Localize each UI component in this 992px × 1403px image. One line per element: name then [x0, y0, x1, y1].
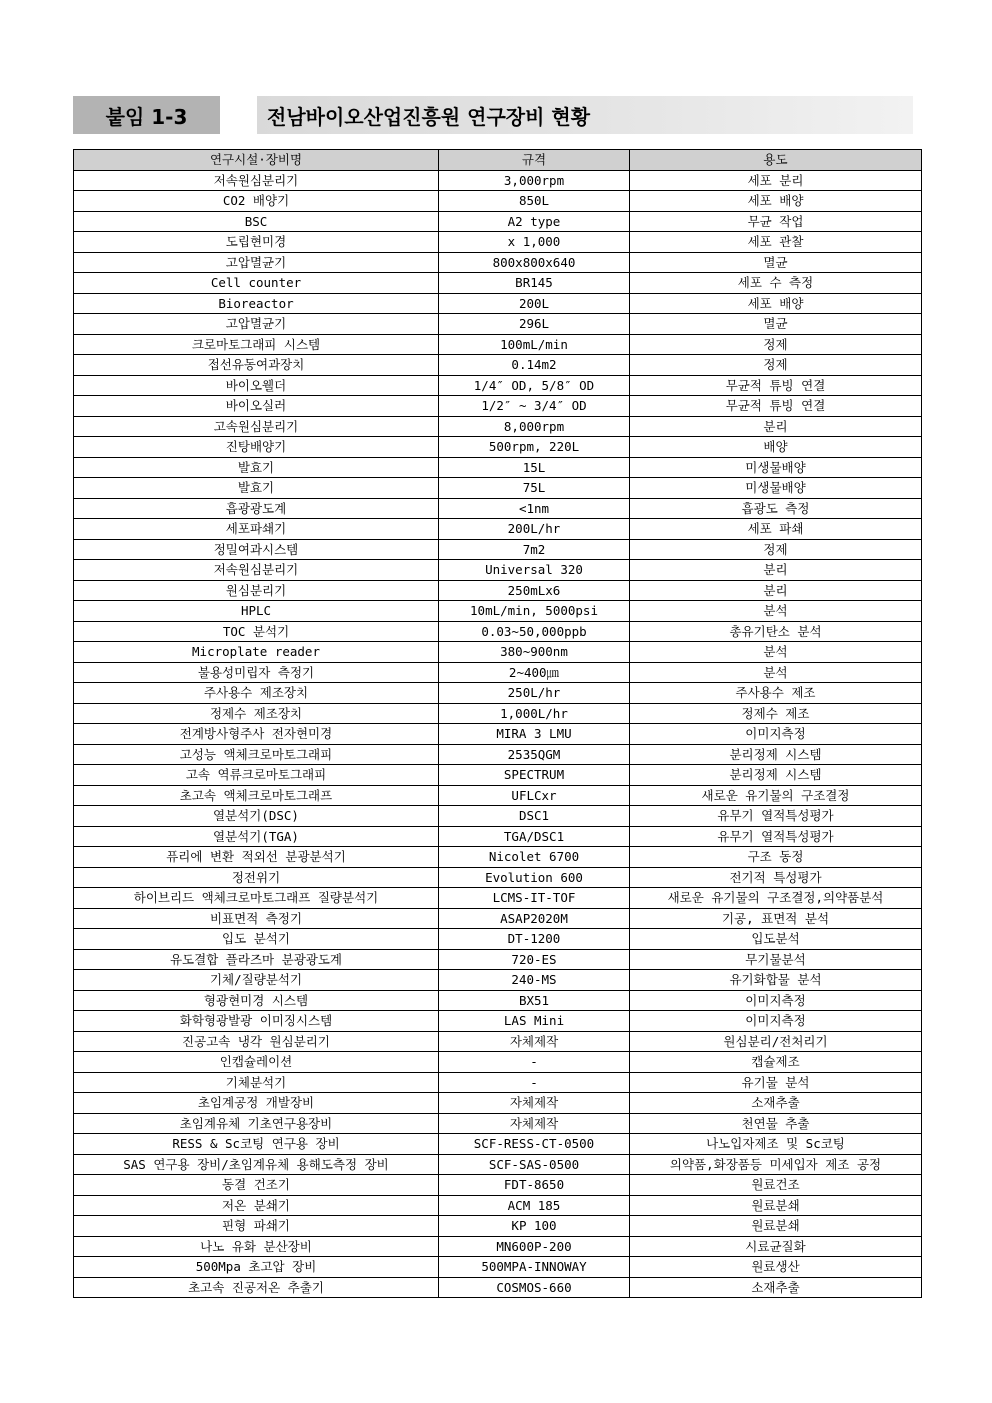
table-row: [74, 1216, 922, 1237]
table-row: [74, 416, 922, 437]
attachment-badge: 붙임 1-3: [73, 96, 220, 134]
cell-use: 유기물 분석: [630, 1072, 922, 1093]
cell-spec: DSC1: [439, 806, 630, 827]
cell-equipment-name: HPLC: [74, 601, 439, 622]
cell-use: 원료분쇄: [630, 1216, 922, 1237]
cell-equipment-name: 주사용수 제조장치: [74, 683, 439, 704]
cell-use: 미생물배양: [630, 457, 922, 478]
table-row: [74, 211, 922, 232]
cell-spec: LCMS-IT-TOF: [439, 888, 630, 909]
cell-spec: 200L: [439, 293, 630, 314]
table-row: [74, 1011, 922, 1032]
cell-spec: Universal 320: [439, 560, 630, 581]
table-row: [74, 1113, 922, 1134]
cell-use: 원료생산: [630, 1257, 922, 1278]
table-row: [74, 252, 922, 273]
table-row: [74, 990, 922, 1011]
cell-use: 나노입자제조 및 Sc코팅: [630, 1134, 922, 1155]
cell-equipment-name: 전계방사형주사 전자현미경: [74, 724, 439, 745]
cell-spec: 10mL/min, 5000psi: [439, 601, 630, 622]
table-row: [74, 826, 922, 847]
cell-use: 멸균: [630, 314, 922, 335]
cell-equipment-name: 고성능 액체크로마토그래피: [74, 744, 439, 765]
cell-use: 유무기 열적특성평가: [630, 826, 922, 847]
cell-equipment-name: 정제수 제조장치: [74, 703, 439, 724]
cell-spec: FDT-8650: [439, 1175, 630, 1196]
cell-use: 무균 작업: [630, 211, 922, 232]
cell-equipment-name: 하이브리드 액체크로마토그래프 질량분석기: [74, 888, 439, 909]
cell-use: 분석: [630, 662, 922, 683]
table-row: [74, 703, 922, 724]
cell-spec: 500rpm, 220L: [439, 437, 630, 458]
cell-equipment-name: 화학형광발광 이미징시스템: [74, 1011, 439, 1032]
table-row: [74, 232, 922, 253]
cell-spec: DT-1200: [439, 929, 630, 950]
cell-spec: 800x800x640: [439, 252, 630, 273]
cell-spec: SPECTRUM: [439, 765, 630, 786]
cell-use: 미생물배양: [630, 478, 922, 499]
cell-use: 세포 수 측정: [630, 273, 922, 294]
table-row: [74, 580, 922, 601]
table-row: [74, 642, 922, 663]
cell-spec: 75L: [439, 478, 630, 499]
cell-spec: TGA/DSC1: [439, 826, 630, 847]
page-title: 전남바이오산업진흥원 연구장비 현황: [257, 96, 913, 134]
cell-equipment-name: 500Mpa 초고압 장비: [74, 1257, 439, 1278]
table-row: [74, 785, 922, 806]
column-header-spec: 규격: [439, 150, 630, 171]
cell-spec: ACM 185: [439, 1195, 630, 1216]
cell-equipment-name: 진탕배양기: [74, 437, 439, 458]
cell-spec: LAS Mini: [439, 1011, 630, 1032]
cell-equipment-name: 열분석기(DSC): [74, 806, 439, 827]
cell-use: 분리: [630, 580, 922, 601]
cell-spec: BX51: [439, 990, 630, 1011]
table-row: [74, 314, 922, 335]
table-row: [74, 1052, 922, 1073]
cell-spec: 자체제작: [439, 1093, 630, 1114]
table-row: [74, 1031, 922, 1052]
cell-equipment-name: 기체/질량분석기: [74, 970, 439, 991]
cell-equipment-name: 고속 역류크로마토그래피: [74, 765, 439, 786]
cell-equipment-name: 정밀여과시스템: [74, 539, 439, 560]
cell-spec: Nicolet 6700: [439, 847, 630, 868]
cell-use: 분리정제 시스템: [630, 765, 922, 786]
cell-equipment-name: 흡광광도계: [74, 498, 439, 519]
cell-use: 새로운 유기물의 구조결정,의약품분석: [630, 888, 922, 909]
table-row: [74, 170, 922, 191]
cell-use: 무균적 튜빙 연결: [630, 396, 922, 417]
cell-equipment-name: RESS & Sc코팅 연구용 장비: [74, 1134, 439, 1155]
cell-equipment-name: 정전위기: [74, 867, 439, 888]
cell-equipment-name: 원심분리기: [74, 580, 439, 601]
table-row: [74, 1093, 922, 1114]
cell-use: 분석: [630, 642, 922, 663]
cell-use: 세포 관찰: [630, 232, 922, 253]
cell-use: 분리정제 시스템: [630, 744, 922, 765]
cell-spec: KP 100: [439, 1216, 630, 1237]
cell-spec: 7m2: [439, 539, 630, 560]
cell-use: 정제: [630, 334, 922, 355]
table-row: [74, 744, 922, 765]
cell-spec: 1/4″ OD, 5/8″ OD: [439, 375, 630, 396]
cell-use: 천연물 추출: [630, 1113, 922, 1134]
cell-use: 의약품,화장품등 미세입자 제조 공정: [630, 1154, 922, 1175]
cell-use: 원료건조: [630, 1175, 922, 1196]
cell-equipment-name: 고속원심분리기: [74, 416, 439, 437]
cell-use: 캡슐제조: [630, 1052, 922, 1073]
cell-equipment-name: 크로마토그래피 시스템: [74, 334, 439, 355]
cell-equipment-name: TOC 분석기: [74, 621, 439, 642]
cell-spec: <1nm: [439, 498, 630, 519]
cell-equipment-name: 초고속 액체크로마토그래프: [74, 785, 439, 806]
table-row: [74, 375, 922, 396]
table-row: [74, 437, 922, 458]
cell-equipment-name: 초임계공정 개발장비: [74, 1093, 439, 1114]
cell-equipment-name: 핀형 파쇄기: [74, 1216, 439, 1237]
cell-use: 정제: [630, 539, 922, 560]
cell-spec: 2535QGM: [439, 744, 630, 765]
table-row: [74, 293, 922, 314]
cell-equipment-name: 세포파쇄기: [74, 519, 439, 540]
cell-use: 총유기탄소 분석: [630, 621, 922, 642]
cell-use: 멸균: [630, 252, 922, 273]
cell-use: 새로운 유기물의 구조결정: [630, 785, 922, 806]
table-row: [74, 724, 922, 745]
cell-spec: 720-ES: [439, 949, 630, 970]
cell-spec: 0.14m2: [439, 355, 630, 376]
table-row: [74, 683, 922, 704]
cell-spec: 3,000rpm: [439, 170, 630, 191]
cell-use: 세포 파쇄: [630, 519, 922, 540]
cell-spec: Evolution 600: [439, 867, 630, 888]
cell-spec: -: [439, 1052, 630, 1073]
cell-spec: ASAP2020M: [439, 908, 630, 929]
table-row: [74, 498, 922, 519]
cell-equipment-name: 고압멸균기: [74, 252, 439, 273]
cell-use: 세포 분리: [630, 170, 922, 191]
cell-spec: 296L: [439, 314, 630, 335]
cell-spec: A2 type: [439, 211, 630, 232]
cell-equipment-name: Microplate reader: [74, 642, 439, 663]
table-row: [74, 908, 922, 929]
cell-use: 정제수 제조: [630, 703, 922, 724]
column-header-name: 연구시설·장비명: [74, 150, 439, 171]
cell-use: 원료분쇄: [630, 1195, 922, 1216]
cell-equipment-name: 발효기: [74, 478, 439, 499]
table-row: [74, 765, 922, 786]
cell-use: 배양: [630, 437, 922, 458]
cell-spec: SCF-SAS-0500: [439, 1154, 630, 1175]
cell-spec: SCF-RESS-CT-0500: [439, 1134, 630, 1155]
cell-spec: UFLCxr: [439, 785, 630, 806]
cell-equipment-name: 진공고속 냉각 원심분리기: [74, 1031, 439, 1052]
cell-spec: 850L: [439, 191, 630, 212]
cell-use: 시료균질화: [630, 1236, 922, 1257]
cell-use: 분석: [630, 601, 922, 622]
table-row: [74, 929, 922, 950]
table-row: [74, 867, 922, 888]
cell-spec: 2~400㎛: [439, 662, 630, 683]
cell-spec: MIRA 3 LMU: [439, 724, 630, 745]
cell-equipment-name: 인캡슐레이션: [74, 1052, 439, 1073]
cell-use: 원심분리/전처리기: [630, 1031, 922, 1052]
table-row: [74, 847, 922, 868]
cell-spec: 자체제작: [439, 1031, 630, 1052]
cell-spec: 15L: [439, 457, 630, 478]
table-header-row: [74, 150, 922, 171]
cell-use: 흡광도 측정: [630, 498, 922, 519]
cell-spec: 500MPA-INNOWAY: [439, 1257, 630, 1278]
cell-spec: COSMOS-660: [439, 1277, 630, 1298]
cell-equipment-name: 저속원심분리기: [74, 560, 439, 581]
cell-spec: 0.03~50,000ppb: [439, 621, 630, 642]
cell-equipment-name: 동결 건조기: [74, 1175, 439, 1196]
table-row: [74, 273, 922, 294]
table-row: [74, 457, 922, 478]
cell-spec: 240-MS: [439, 970, 630, 991]
section-header: [73, 96, 913, 134]
cell-use: 세포 배양: [630, 293, 922, 314]
table-row: [74, 888, 922, 909]
table-row: [74, 806, 922, 827]
cell-equipment-name: 형광현미경 시스템: [74, 990, 439, 1011]
table-row: [74, 1277, 922, 1298]
cell-spec: 380~900nm: [439, 642, 630, 663]
table-row: [74, 601, 922, 622]
equipment-table: [73, 149, 922, 1298]
table-row: [74, 949, 922, 970]
table-row: [74, 560, 922, 581]
cell-equipment-name: 접선유동여과장치: [74, 355, 439, 376]
cell-use: 유기화합물 분석: [630, 970, 922, 991]
cell-equipment-name: BSC: [74, 211, 439, 232]
cell-equipment-name: 유도결합 플라즈마 분광광도계: [74, 949, 439, 970]
cell-spec: 자체제작: [439, 1113, 630, 1134]
table-row: [74, 621, 922, 642]
table-row: [74, 1195, 922, 1216]
cell-equipment-name: 바이오웰더: [74, 375, 439, 396]
cell-use: 무기물분석: [630, 949, 922, 970]
table-row: [74, 539, 922, 560]
table-row: [74, 191, 922, 212]
cell-use: 기공, 표면적 분석: [630, 908, 922, 929]
cell-use: 유무기 열적특성평가: [630, 806, 922, 827]
cell-equipment-name: 저속원심분리기: [74, 170, 439, 191]
table-row: [74, 970, 922, 991]
cell-spec: 100mL/min: [439, 334, 630, 355]
cell-use: 소재추출: [630, 1277, 922, 1298]
cell-use: 세포 배양: [630, 191, 922, 212]
table-row: [74, 355, 922, 376]
column-header-use: 용도: [630, 150, 922, 171]
cell-use: 이미지측정: [630, 1011, 922, 1032]
cell-equipment-name: 저온 분쇄기: [74, 1195, 439, 1216]
cell-equipment-name: 입도 분석기: [74, 929, 439, 950]
table-row: [74, 662, 922, 683]
cell-use: 이미지측정: [630, 724, 922, 745]
cell-equipment-name: 불용성미립자 측정기: [74, 662, 439, 683]
table-row: [74, 1154, 922, 1175]
cell-use: 주사용수 제조: [630, 683, 922, 704]
table-row: [74, 1236, 922, 1257]
cell-equipment-name: 나노 유화 분산장비: [74, 1236, 439, 1257]
table-row: [74, 1257, 922, 1278]
cell-equipment-name: 열분석기(TGA): [74, 826, 439, 847]
cell-equipment-name: 초고속 진공저온 추출기: [74, 1277, 439, 1298]
cell-equipment-name: 고압멸균기: [74, 314, 439, 335]
cell-use: 분리: [630, 416, 922, 437]
cell-use: 분리: [630, 560, 922, 581]
cell-use: 소재추출: [630, 1093, 922, 1114]
cell-spec: 1/2″ ~ 3/4″ OD: [439, 396, 630, 417]
cell-equipment-name: CO2 배양기: [74, 191, 439, 212]
cell-equipment-name: 바이오실러: [74, 396, 439, 417]
cell-equipment-name: 비표면적 측정기: [74, 908, 439, 929]
cell-spec: 250L/hr: [439, 683, 630, 704]
cell-use: 입도분석: [630, 929, 922, 950]
cell-spec: 200L/hr: [439, 519, 630, 540]
cell-use: 정제: [630, 355, 922, 376]
cell-equipment-name: 퓨리에 변환 적외선 분광분석기: [74, 847, 439, 868]
table-row: [74, 1072, 922, 1093]
cell-equipment-name: 발효기: [74, 457, 439, 478]
cell-equipment-name: 기체분석기: [74, 1072, 439, 1093]
table-row: [74, 1134, 922, 1155]
cell-equipment-name: Bioreactor: [74, 293, 439, 314]
cell-use: 구조 동정: [630, 847, 922, 868]
table-row: [74, 1175, 922, 1196]
cell-equipment-name: 도립현미경: [74, 232, 439, 253]
table-row: [74, 396, 922, 417]
cell-equipment-name: Cell counter: [74, 273, 439, 294]
cell-use: 무균적 튜빙 연결: [630, 375, 922, 396]
cell-spec: 1,000L/hr: [439, 703, 630, 724]
cell-use: 이미지측정: [630, 990, 922, 1011]
cell-spec: 8,000rpm: [439, 416, 630, 437]
table-row: [74, 519, 922, 540]
cell-equipment-name: SAS 연구용 장비/초임계유체 용해도측정 장비: [74, 1154, 439, 1175]
cell-spec: -: [439, 1072, 630, 1093]
cell-equipment-name: 초임계유체 기초연구용장비: [74, 1113, 439, 1134]
cell-spec: BR145: [439, 273, 630, 294]
cell-use: 전기적 특성평가: [630, 867, 922, 888]
cell-spec: x 1,000: [439, 232, 630, 253]
table-row: [74, 478, 922, 499]
cell-spec: MN600P-200: [439, 1236, 630, 1257]
cell-spec: 250mLx6: [439, 580, 630, 601]
table-row: [74, 334, 922, 355]
